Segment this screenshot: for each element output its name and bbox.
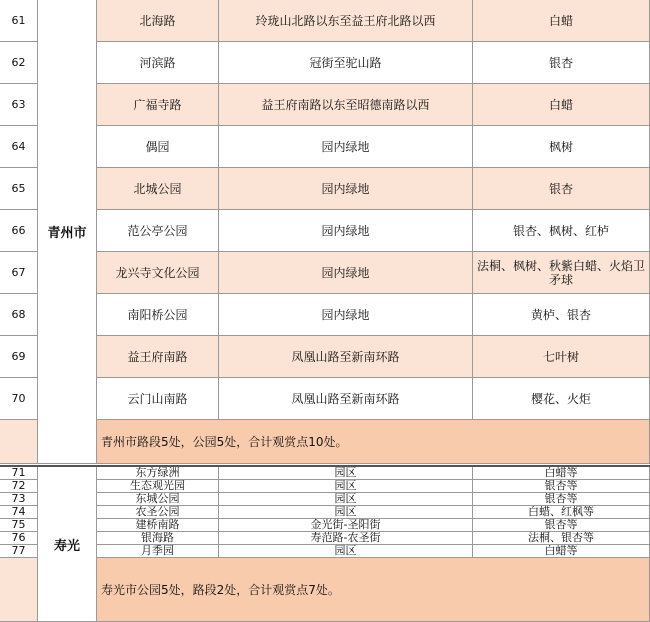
location-name: 北城公园 (97, 168, 219, 210)
section-divider (0, 465, 650, 467)
tree-species: 银杏、枫树、红栌 (473, 210, 650, 252)
row-number: 71 (0, 467, 38, 480)
row-number: 77 (0, 545, 38, 558)
location-name: 东城公园 (97, 493, 219, 506)
tree-species: 银杏等 (473, 493, 650, 506)
row-number: 69 (0, 336, 38, 378)
location-range: 园内绿地 (219, 252, 473, 294)
location-range: 园区 (219, 467, 473, 480)
summary-text: 寿光市公园5处，路段2处，合计观赏点7处。 (97, 558, 650, 622)
tree-species: 枫树 (473, 126, 650, 168)
tree-species: 樱花、火炬 (473, 378, 650, 420)
row-number: 63 (0, 84, 38, 126)
tree-species: 银杏等 (473, 480, 650, 493)
tree-species: 法桐、枫树、秋紫白蜡、火焰卫矛球 (473, 252, 650, 294)
row-number: 74 (0, 506, 38, 519)
location-name: 建桥南路 (97, 519, 219, 532)
location-range: 园区 (219, 506, 473, 519)
tree-species: 七叶树 (473, 336, 650, 378)
location-range: 冠街至驼山路 (219, 42, 473, 84)
location-range: 园内绿地 (219, 294, 473, 336)
city-name: 寿光 (38, 467, 97, 622)
location-range: 金光街-圣阳街 (219, 519, 473, 532)
location-name: 云门山南路 (97, 378, 219, 420)
tree-species: 白蜡等 (473, 467, 650, 480)
location-name: 范公亭公园 (97, 210, 219, 252)
row-number: 64 (0, 126, 38, 168)
location-name: 银海路 (97, 532, 219, 545)
location-range: 益王府南路以东至昭德南路以西 (219, 84, 473, 126)
location-name: 偶园 (97, 126, 219, 168)
location-range: 园区 (219, 493, 473, 506)
location-range: 园区 (219, 480, 473, 493)
location-name: 龙兴寺文化公园 (97, 252, 219, 294)
row-number: 66 (0, 210, 38, 252)
location-name: 广福寺路 (97, 84, 219, 126)
summary-text: 青州市路段5处，公园5处，合计观赏点10处。 (97, 420, 650, 464)
location-range: 寿范路-农圣街 (219, 532, 473, 545)
location-name: 农圣公园 (97, 506, 219, 519)
location-range: 玲珑山北路以东至益王府北路以西 (219, 0, 473, 42)
tree-species: 银杏 (473, 168, 650, 210)
location-range: 凤凰山路至新南环路 (219, 336, 473, 378)
row-number: 62 (0, 42, 38, 84)
row-number: 65 (0, 168, 38, 210)
location-name: 生态观光园 (97, 480, 219, 493)
row-number: 70 (0, 378, 38, 420)
city-name: 青州市 (38, 0, 97, 464)
row-number: 68 (0, 294, 38, 336)
tree-species: 银杏 (473, 42, 650, 84)
row-number: 61 (0, 0, 38, 42)
tree-species: 银杏等 (473, 519, 650, 532)
location-range: 园内绿地 (219, 210, 473, 252)
tree-species: 黄栌、银杏 (473, 294, 650, 336)
location-name: 益王府南路 (97, 336, 219, 378)
tree-species: 白蜡等 (473, 545, 650, 558)
tree-species: 白蜡、红枫等 (473, 506, 650, 519)
location-range: 园内绿地 (219, 126, 473, 168)
row-number: 73 (0, 493, 38, 506)
location-range: 园内绿地 (219, 168, 473, 210)
row-number: 75 (0, 519, 38, 532)
location-name: 月季园 (97, 545, 219, 558)
row-number: 76 (0, 532, 38, 545)
location-name: 北海路 (97, 0, 219, 42)
summary-blank (0, 420, 38, 464)
location-name: 南阳桥公园 (97, 294, 219, 336)
row-number: 67 (0, 252, 38, 294)
tree-species: 白蜡 (473, 0, 650, 42)
location-name: 河滨路 (97, 42, 219, 84)
row-number: 72 (0, 480, 38, 493)
summary-blank (0, 558, 38, 622)
location-name: 东方绿洲 (97, 467, 219, 480)
tree-species: 白蜡 (473, 84, 650, 126)
tree-species: 法桐、银杏等 (473, 532, 650, 545)
location-range: 凤凰山路至新南环路 (219, 378, 473, 420)
location-range: 园区 (219, 545, 473, 558)
